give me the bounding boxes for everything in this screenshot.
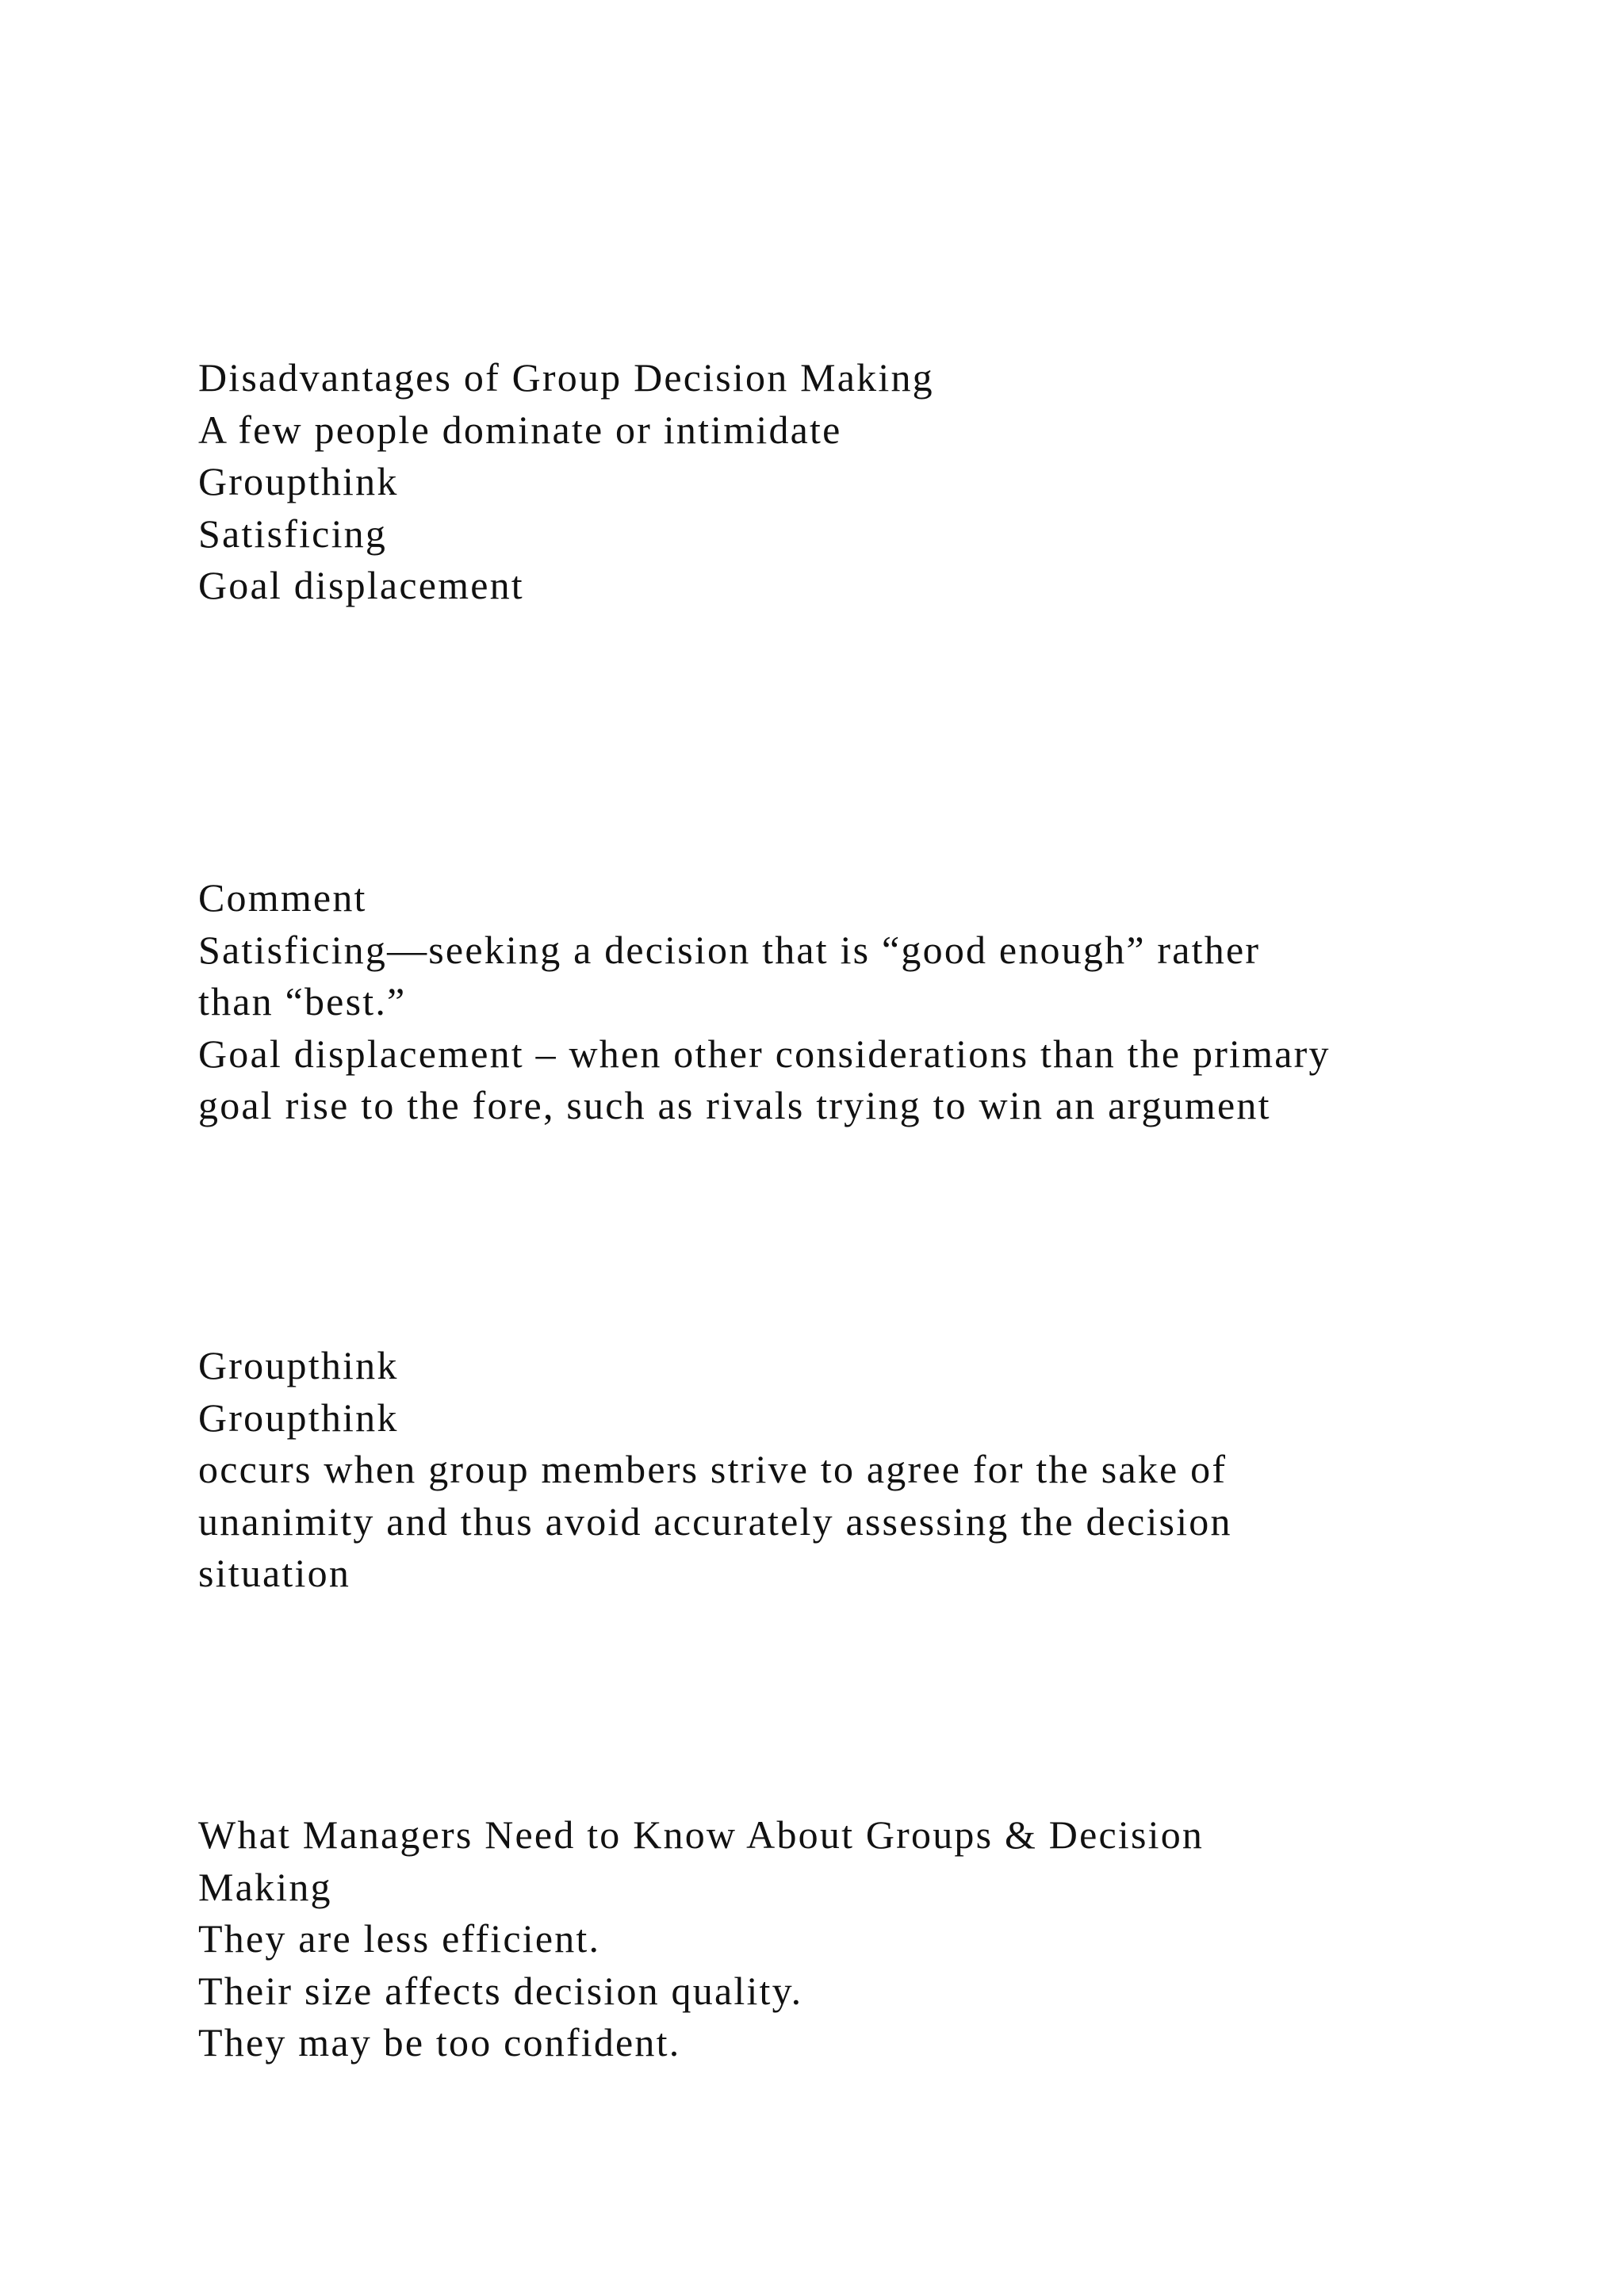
section-groupthink <box>198 1340 1467 1600</box>
text-line: Satisficing <box>198 511 388 556</box>
text-line: They are less efficient. <box>198 1916 601 1961</box>
text-line: situation <box>198 1551 351 1595</box>
section-heading: What Managers Need to Know About Groups & Decision <box>198 1812 1205 1857</box>
section-managers <box>198 1809 1467 2069</box>
text-line: occurs when group members strive to agree for the sake of <box>198 1447 1228 1491</box>
section-comment <box>198 872 1467 1132</box>
section-heading-continued: Making <box>198 1864 332 1909</box>
text-line: than “best.” <box>198 979 407 1024</box>
section-heading: Groupthink <box>198 1343 399 1387</box>
text-line: A few people dominate or intimidate <box>198 407 842 452</box>
text-line: Satisficing—seeking a decision that is “good enough” rather <box>198 927 1261 972</box>
text-line: Groupthink <box>198 459 399 503</box>
text-line: Their size affects decision quality. <box>198 1968 803 2013</box>
text-line: Groupthink <box>198 1395 399 1440</box>
text-line: unanimity and thus avoid accurately assessing the decision <box>198 1498 1232 1544</box>
section-disadvantages <box>198 352 1467 612</box>
text-line: They may be too confident. <box>198 2020 681 2064</box>
text-line: Goal displacement <box>198 563 524 607</box>
text-line: Goal displacement – when other considerations than the primary <box>198 1031 1331 1076</box>
section-heading: Disadvantages of Group Decision Making <box>198 355 934 400</box>
section-heading: Comment <box>198 875 367 920</box>
text-line: goal rise to the fore, such as rivals trying to win an argument <box>198 1083 1271 1127</box>
